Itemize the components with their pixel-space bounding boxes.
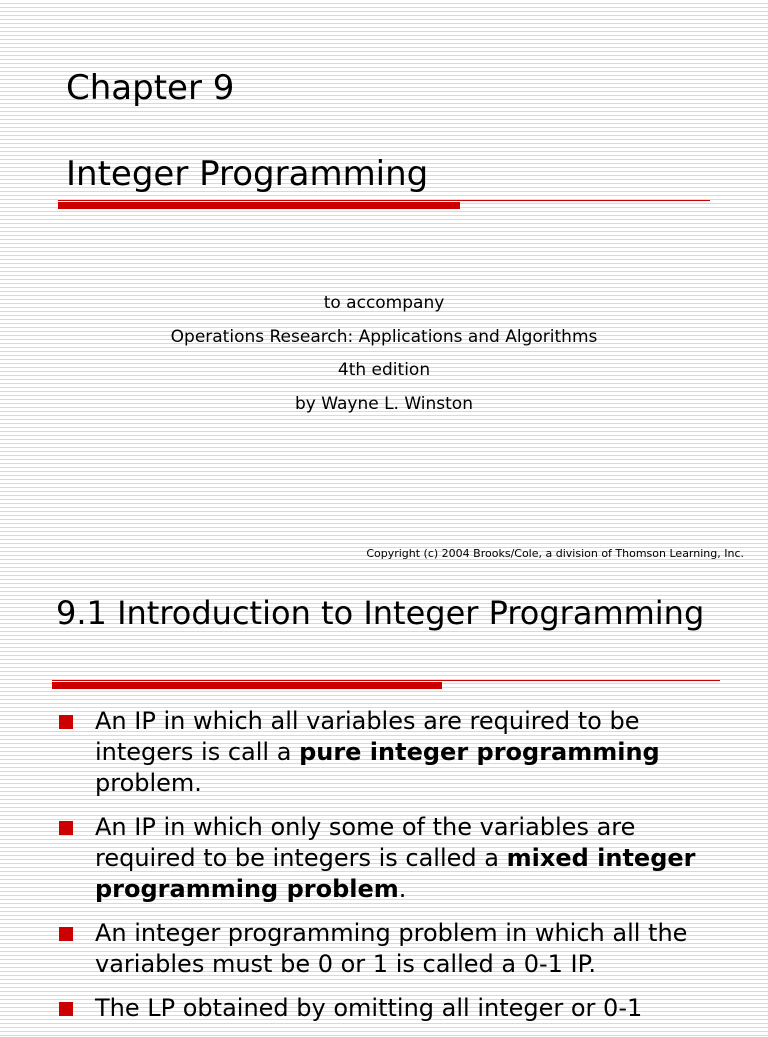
bullet-item: An integer programming problem in which all the variables must be 0 or 1 is called a 0-1 IP. [0, 918, 768, 980]
bullet-item: An IP in which all variables are required to be integers is call a pure integer programming problem. [0, 706, 768, 799]
red-square-bullet-icon [59, 715, 73, 729]
bullet-list [0, 706, 768, 1037]
bold-term: mixed integer programming problem [95, 844, 696, 903]
credit-edition: 4th edition [337, 360, 431, 380]
title-underline-thin [52, 680, 720, 681]
credit-author: by Wayne L. Winston [294, 393, 473, 414]
red-square-bullet-icon [59, 1002, 73, 1016]
slide-title: Integer Programming [66, 154, 429, 194]
intro-slide [0, 568, 768, 1024]
title-underline-thick [52, 682, 442, 689]
red-square-bullet-icon [59, 821, 73, 835]
copyright-notice: Copyright (c) 2004 Brooks/Cole, a division of Thomson Learning, Inc. [366, 547, 744, 560]
credit-accompany: to accompany [323, 293, 445, 313]
credit-book-title: Operations Research: Applications and Algorithms [170, 326, 598, 347]
bold-term: pure integer programming [299, 738, 660, 766]
slide-title: 9.1 Introduction to Integer Programming [56, 594, 705, 632]
bullet-item: The LP obtained by omitting all integer or 0-1 [0, 993, 768, 1024]
credits-block [0, 292, 768, 426]
bullet-item: An IP in which only some of the variables are required to be integers is called a mixed integer programming problem. [0, 812, 768, 905]
chapter-label: Chapter 9 [66, 68, 235, 108]
red-square-bullet-icon [59, 927, 73, 941]
title-underline-thick [58, 202, 460, 209]
title-underline-thin [58, 200, 710, 201]
